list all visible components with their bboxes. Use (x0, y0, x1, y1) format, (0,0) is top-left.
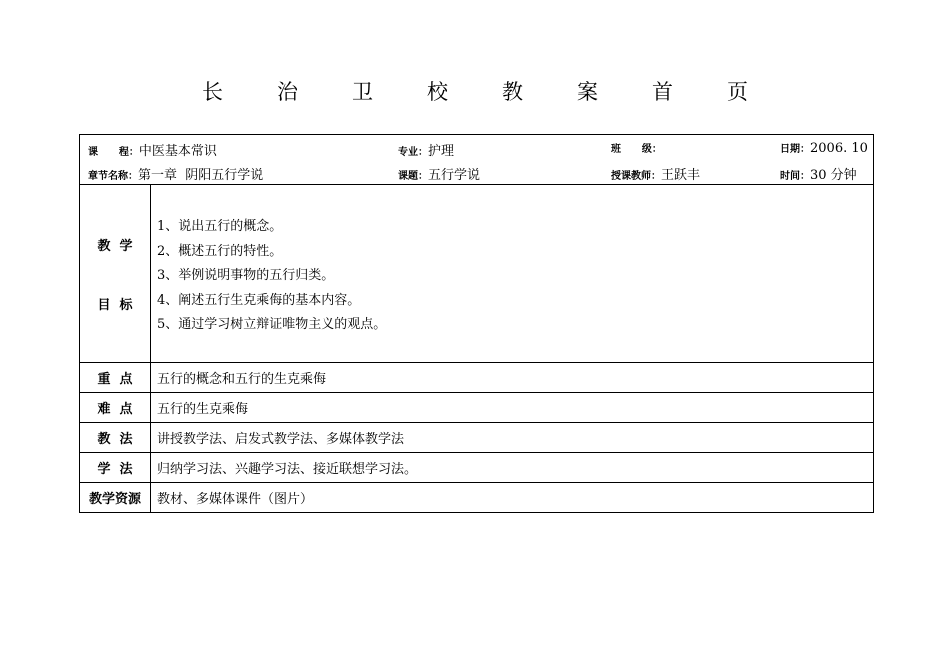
date-field (780, 140, 868, 156)
title-char: 教 (502, 80, 523, 104)
major-field (398, 140, 454, 159)
class-label: 班 级： (611, 144, 662, 155)
difficulty-value: 五行的生克乘侮 (151, 393, 874, 423)
course-value: 中医基本常识 (138, 144, 217, 159)
lesson-plan-table (79, 134, 874, 513)
goal-item: 2、概述五行的特性。 (157, 243, 283, 259)
topic-label: 课题： (398, 171, 428, 182)
key-points-row (80, 363, 874, 393)
goals-label-top: 教 学 (97, 238, 133, 254)
title-char: 卫 (352, 80, 373, 104)
teaching-method-label: 教 法 (80, 423, 151, 453)
learning-method-value: 归纳学习法、兴趣学习法、接近联想学习法。 (151, 453, 874, 483)
goals-row (80, 185, 874, 363)
key-points-label: 重 点 (80, 363, 151, 393)
date-label: 日期： (780, 144, 810, 155)
goals-label (80, 185, 151, 363)
header-info (80, 135, 874, 185)
class-field (611, 140, 662, 156)
teacher-field (611, 164, 700, 183)
page-title (0, 76, 950, 106)
chapter-label: 章节名称： (88, 171, 138, 182)
topic-value: 五行学说 (428, 168, 481, 183)
time-field (780, 164, 857, 183)
teacher-value: 王跃丰 (661, 168, 701, 183)
goal-item: 1、说出五行的概念。 (157, 219, 283, 234)
topic-field (398, 164, 480, 183)
time-value: 30 分钟 (810, 168, 857, 183)
learning-method-row (80, 453, 874, 483)
teacher-label: 授课教师： (611, 171, 661, 182)
chapter-value: 第一章 阴阳五行学说 (138, 168, 264, 183)
course-field (88, 140, 217, 159)
title-char: 长 (202, 80, 223, 104)
goals-content (151, 185, 874, 363)
goal-item: 4、阐述五行生克乘侮的基本内容。 (157, 292, 361, 308)
goal-item: 5、通过学习树立辩证唯物主义的观点。 (157, 317, 387, 332)
difficulty-row (80, 393, 874, 423)
teaching-method-row (80, 423, 874, 453)
resources-value: 教材、多媒体课件（图片） (151, 483, 874, 513)
learning-method-label: 学 法 (80, 453, 151, 483)
major-value: 护理 (428, 144, 455, 159)
title-char: 页 (727, 80, 748, 104)
title-char: 治 (277, 80, 298, 104)
teaching-method-value: 讲授教学法、启发式教学法、多媒体教学法 (151, 423, 874, 453)
major-label: 专业： (398, 147, 428, 158)
title-char: 校 (427, 80, 448, 104)
date-value: 2006. 10 (810, 141, 868, 156)
goal-item: 3、举例说明事物的五行归类。 (157, 268, 335, 283)
resources-row (80, 483, 874, 513)
course-label: 课 程： (88, 147, 139, 158)
key-points-value: 五行的概念和五行的生克乘侮 (151, 363, 874, 393)
chapter-field (88, 164, 263, 183)
resources-label: 教学资源 (80, 483, 151, 513)
goals-label-bottom: 目 标 (97, 297, 133, 313)
title-char: 首 (652, 80, 673, 104)
difficulty-label: 难 点 (80, 393, 151, 423)
title-char: 案 (577, 80, 598, 104)
time-label: 时间： (780, 171, 810, 182)
